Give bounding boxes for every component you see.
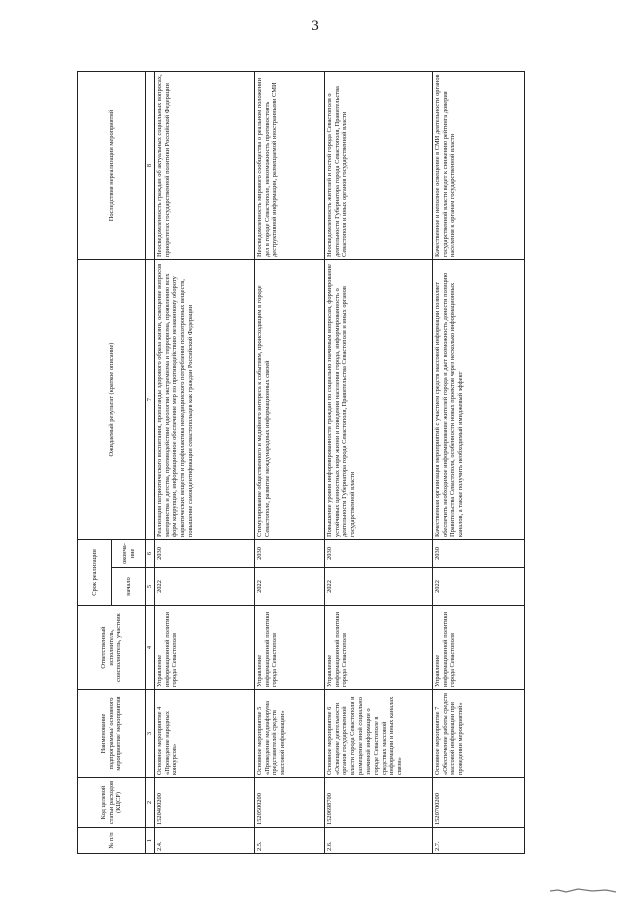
- header-period: Срок реализации: [78, 540, 112, 606]
- cell-code: 1520400200: [154, 778, 254, 828]
- header-start: начало: [112, 568, 146, 606]
- index-cell: 3: [146, 690, 155, 778]
- cell-result: Повышение уровня информированности граждан по социально значимым вопросам, формирование устойчивых ценностных норм жизни и поведения населения города, информированность о деятельности Губернатора города Севастополя, Правительства Севастополя и иных органов государственной власти: [324, 260, 432, 540]
- cell-start: 2022: [254, 568, 324, 606]
- cell-num: 2.4.: [154, 828, 254, 854]
- cell-end: 2030: [432, 540, 524, 568]
- cell-name: Основное мероприятие 4 «Проведение народных конкурсов»: [154, 690, 254, 778]
- header-code: Код целевой статьи расходов (КЦСР): [78, 778, 146, 828]
- cell-executor: Управление информационной политики города Севастополя: [254, 606, 324, 690]
- cell-consequence: Качественное и неполное освещение в СМИ деятельности органов государственной власти ведет к снижению рейтинга доверия населения к органам государственной власти: [432, 72, 524, 260]
- cell-executor: Управление информационной политики города Севастополя: [432, 606, 524, 690]
- header-name: Наименование подпрограммы/ основного мероприятия/ мероприятия: [78, 690, 146, 778]
- table-row: [432, 72, 524, 854]
- scan-artifact-mark: [548, 886, 618, 894]
- index-row: [146, 72, 155, 854]
- index-cell: 8: [146, 72, 155, 260]
- header-result: Ожидаемый результат (краткое описание): [78, 260, 146, 540]
- index-cell: 5: [146, 568, 155, 606]
- cell-consequence: Неосведомленность жителей и гостей города Севастополя о деятельности Губернатора города Севастополя, Правительства Севастополя и иных органов государственной власти: [324, 72, 432, 260]
- table-row: [254, 72, 324, 854]
- measures-table: [77, 71, 525, 854]
- cell-end: 2030: [154, 540, 254, 568]
- index-cell: 6: [146, 540, 155, 568]
- cell-code: 1520700200: [432, 778, 524, 828]
- cell-start: 2022: [154, 568, 254, 606]
- page-number: 3: [311, 18, 319, 34]
- table-row: [154, 72, 254, 854]
- index-cell: 2: [146, 778, 155, 828]
- cell-code: 1520698700: [324, 778, 432, 828]
- cell-num: 2.6.: [324, 828, 432, 854]
- index-cell: 7: [146, 260, 155, 540]
- cell-code: 1520500200: [254, 778, 324, 828]
- cell-start: 2022: [432, 568, 524, 606]
- cell-num: 2.7.: [432, 828, 524, 854]
- cell-result: Стимулирование общественного и медийного интереса к событиям, происходящим в городе Севастополе, развитие международных информационных связей: [254, 260, 324, 540]
- cell-end: 2030: [324, 540, 432, 568]
- cell-executor: Управление информационной политики города Севастополя: [324, 606, 432, 690]
- cell-start: 2022: [324, 568, 432, 606]
- index-cell: 1: [146, 828, 155, 854]
- cell-consequence: Неосведомленность мирового сообщества о реальном положении дел в городе Севастополе, невозможность противостоять деструктивной информации, размещаемой иностранными СМИ: [254, 72, 324, 260]
- header-end: оконча-ние: [112, 540, 146, 568]
- cell-result: Качественная организация мероприятий с участием средств массовой информации позволяет обеспечить необходимое информирование жителей города и дает возможность донести позицию Правительства Севастополя, особенности новых проектов через несколько информационных каналов, а также получить необходимый имиджевый эффект: [432, 260, 524, 540]
- cell-end: 2030: [254, 540, 324, 568]
- header-num: № п/п: [78, 828, 146, 854]
- cell-name: Основное мероприятие 6 «Освещение деятельности органов государственной власти города Севастополя и размещение иной социально значимой информации о городе Севастополе в средствах массовой информации и иных каналах связи»: [324, 690, 432, 778]
- header-executor: Ответственный исполнитель, соисполнитель, участник: [78, 606, 146, 690]
- cell-consequence: Неосведомленность граждан об актуальных социальных вопросах, приоритетах государственной политики Российской Федерации: [154, 72, 254, 260]
- cell-name: Основное мероприятие 7 «Обеспечение работы средств массовой информации при проведении мероприятий»: [432, 690, 524, 778]
- header-consequence: Последствия нереализации мероприятий: [78, 72, 146, 260]
- cell-result: Реализация патриотического воспитания, пропаганды здорового образа жизни, освещение вопросов материнства и детства, противодействие идеологии экстремизма и терроризма, проявлению всех форм коррупции, информационное обеспечение мер по противодействию незаконному обороту наркотических веществ и профилактика немедицинского потребления психотропных веществ, повышение самоидентификации севастопольцев как граждан Российской Федерации: [154, 260, 254, 540]
- table-row: [324, 72, 432, 854]
- cell-name: Основное мероприятие 5 «Проведение медиафорума представителей средств массовой информации»: [254, 690, 324, 778]
- rotated-table-container: [77, 72, 550, 854]
- cell-num: 2.5.: [254, 828, 324, 854]
- cell-executor: Управление информационной политики города Севастополя: [154, 606, 254, 690]
- index-cell: 4: [146, 606, 155, 690]
